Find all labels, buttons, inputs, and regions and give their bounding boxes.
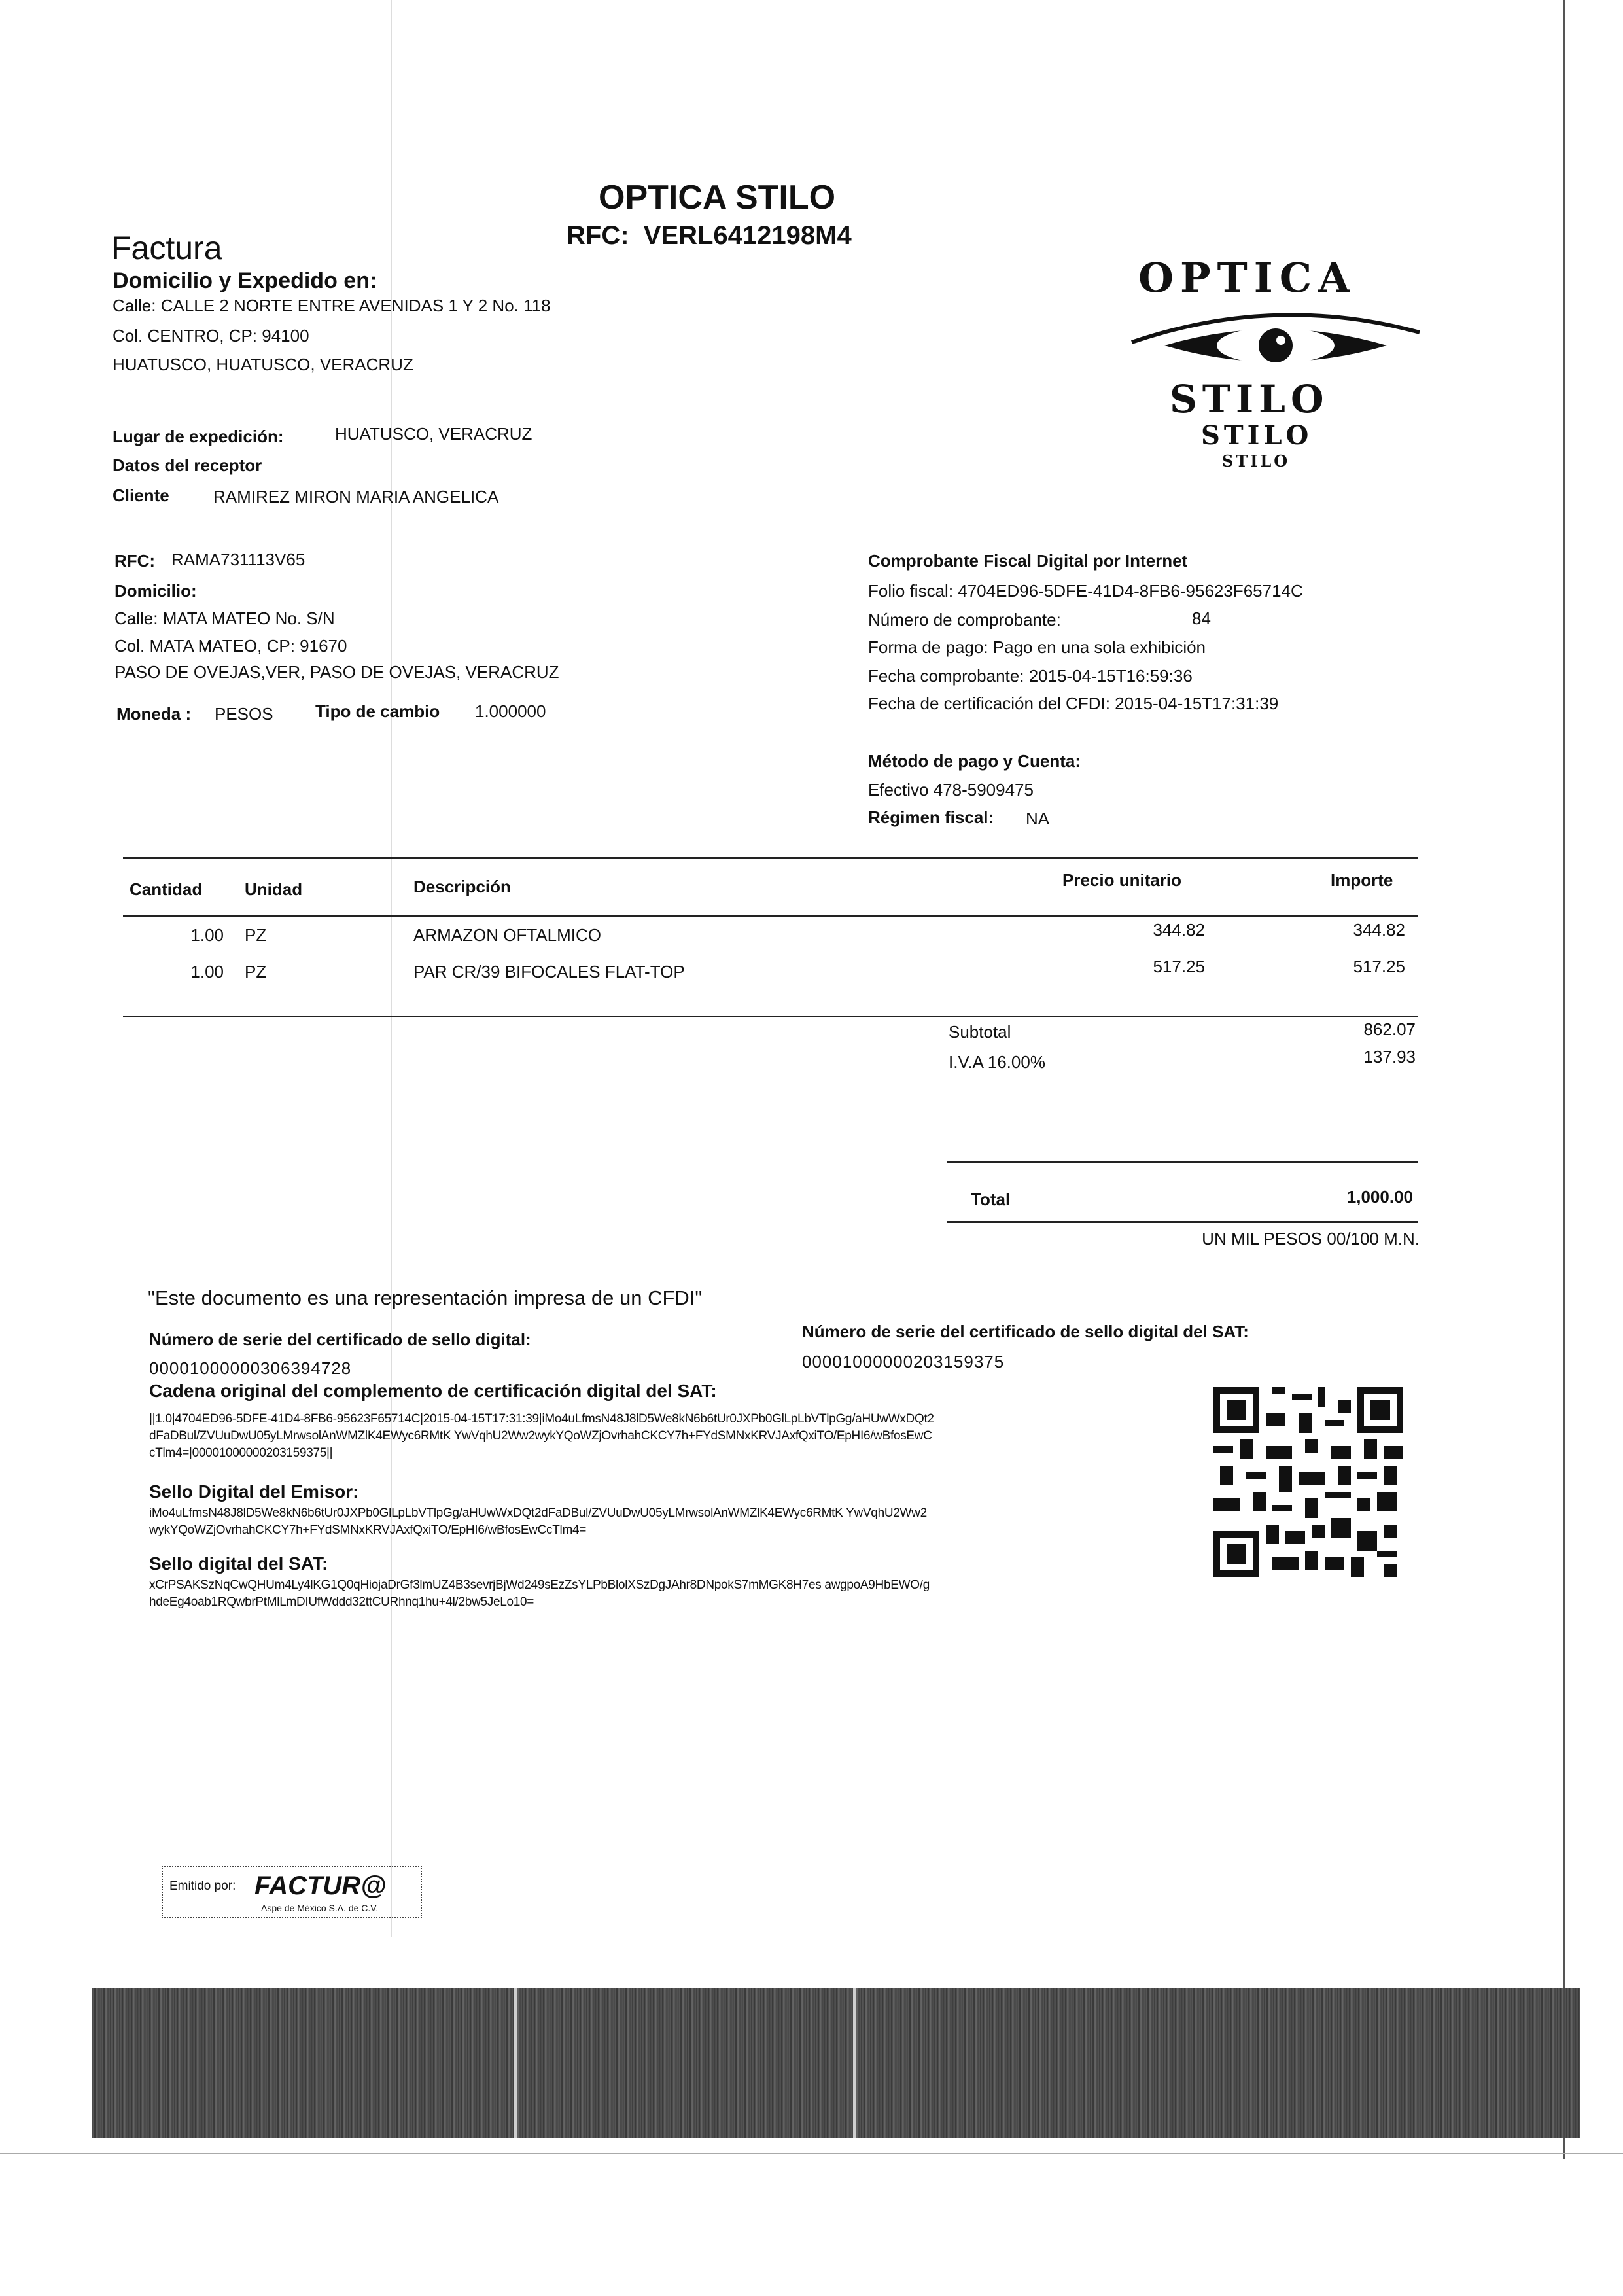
regimen-fiscal-label: Régimen fiscal:	[868, 807, 994, 827]
row-importe: 517.25	[1353, 957, 1405, 976]
header-precio-unitario: Precio unitario	[1062, 870, 1182, 890]
row-unidad: PZ	[245, 962, 267, 981]
datos-receptor-label: Datos del receptor	[113, 455, 262, 475]
paper-fold-line	[391, 0, 392, 1937]
serie-certificado-label: Número de serie del certificado de sello digital:	[149, 1330, 531, 1349]
iva-value: 137.93	[1363, 1047, 1416, 1067]
serie-sat-label: Número de serie del certificado de sello digital del SAT:	[802, 1322, 1249, 1341]
row-descripcion: PAR CR/39 BIFOCALES FLAT-TOP	[413, 962, 685, 981]
scanner-dark-band	[92, 1988, 1580, 2138]
total-value: 1,000.00	[1346, 1187, 1413, 1207]
subtotal-value: 862.07	[1363, 1019, 1416, 1039]
receptor-domicilio-label: Domicilio:	[114, 581, 197, 601]
numero-comprobante-label: Número de comprobante:	[868, 610, 1061, 629]
moneda-value: PESOS	[215, 704, 273, 724]
receptor-ciudad: PASO DE OVEJAS,VER, PASO DE OVEJAS, VERACRUZ	[114, 662, 559, 682]
document-type: Factura	[111, 230, 222, 266]
metodo-pago-label: Método de pago y Cuenta:	[868, 751, 1081, 771]
scan-edge-line	[1563, 0, 1565, 2159]
moneda-label: Moneda :	[116, 704, 192, 724]
header-importe: Importe	[1331, 870, 1393, 890]
subtotal-label: Subtotal	[949, 1022, 1011, 1042]
optica-stilo-logo	[1125, 249, 1426, 484]
cliente-label: Cliente	[113, 486, 169, 505]
table-bottom-rule	[123, 1016, 1418, 1017]
qr-code-icon	[1213, 1387, 1403, 1577]
emisor-calle: Calle: CALLE 2 NORTE ENTRE AVENIDAS 1 Y 2 No. 118	[113, 296, 551, 315]
company-rfc: RFC: VERL6412198M4	[567, 221, 852, 250]
table-header-rule	[123, 915, 1418, 917]
tipo-cambio-label: Tipo de cambio	[315, 701, 440, 721]
receptor-calle: Calle: MATA MATEO No. S/N	[114, 609, 335, 628]
row-unidad: PZ	[245, 925, 267, 945]
cadena-original-label: Cadena original del complemento de certificación digital del SAT:	[149, 1381, 717, 1401]
sello-emisor-label: Sello Digital del Emisor:	[149, 1481, 359, 1502]
page-bottom-edge	[0, 2153, 1623, 2154]
receptor-rfc-value: RAMA731113V65	[171, 550, 305, 569]
lugar-expedicion-value: HUATUSCO, VERACRUZ	[335, 424, 532, 444]
tipo-cambio-value: 1.000000	[475, 701, 546, 721]
total-label: Total	[971, 1190, 1011, 1209]
receptor-rfc-label: RFC:	[114, 551, 156, 571]
header-descripcion: Descripción	[413, 877, 511, 896]
sello-sat-label: Sello digital del SAT:	[149, 1553, 328, 1574]
header-cantidad: Cantidad	[130, 879, 203, 899]
emisor-ciudad: HUATUSCO, HUATUSCO, VERACRUZ	[113, 355, 413, 374]
sello-sat-value: xCrPSAKSzNqCwQHUm4Ly4lKG1Q0qHiojaDrGf3lmUZ4B3sevrjBjWd249sEzZsYLPbBlolXSzDgJAhr8DNpokS7mMGK8H7es awgpoA9HbEWO/ghdeEg4oab1RQwbrPtMlLmDIUfWddd32ttCURhnq1hu+4l/2bw5JeLo10=	[149, 1578, 930, 1609]
fecha-certificacion: Fecha de certificación del CFDI: 2015-04-15T17:31:39	[868, 694, 1279, 713]
eye-icon	[1125, 306, 1426, 378]
logo-line-stilo-2: STILO	[1201, 420, 1313, 451]
fecha-comprobante: Fecha comprobante: 2015-04-15T16:59:36	[868, 666, 1193, 686]
metodo-pago-value: Efectivo 478-5909475	[868, 780, 1034, 800]
sello-emisor-value: iMo4uLfmsN48J8lD5We8kN6b6tUr0JXPb0GlLpLbVTlpGg/aHUwWxDQt2dFaDBul/ZVUuDwU05yLMrwsolAnWMZlK4EWyc6RMtK YwVqhU2Ww2wykYQoWZjOvrhahCKCY7h+FYdSMNxKRVJAxfQxiTO/EpHI6/wBfosEwCcTlm4=	[149, 1506, 927, 1537]
emisor-domicilio-label: Domicilio y Expedido en:	[113, 268, 377, 293]
regimen-fiscal-value: NA	[1026, 809, 1050, 828]
total-bottom-rule	[947, 1221, 1418, 1223]
logo-line-stilo-1: STILO	[1170, 377, 1329, 421]
header-unidad: Unidad	[245, 879, 303, 899]
receptor-colonia: Col. MATA MATEO, CP: 91670	[114, 636, 347, 656]
table-top-rule	[123, 857, 1418, 859]
row-precio: 517.25	[1153, 957, 1205, 976]
emitido-por-label: Emitido por:	[169, 1879, 236, 1893]
total-top-rule	[947, 1161, 1418, 1163]
row-cantidad: 1.00	[190, 925, 224, 945]
logo-line-stilo-3: STILO	[1222, 451, 1291, 470]
facture-subtitle: Aspe de México S.A. de C.V.	[261, 1903, 379, 1913]
cadena-original-value: ||1.0|4704ED96-5DFE-41D4-8FB6-95623F65714C|2015-04-15T17:31:39|iMo4uLfmsN48J8lD5We8kN6b6tUr0JXPb0GlLpLbVTlpGg/aHUwWxDQt2dFaDBul/ZVUuDwU05yLMrwsolAnWMZlK4EWyc6RMtK YwVqhU2Ww2wykYQoWZjOvrhahCKCY7h+FYdSMNxKRVJAxfQxiTO/EpHI6/wBfosEwCcTlm4=|00001000000203159375||	[149, 1412, 934, 1460]
lugar-expedicion-label: Lugar de expedición:	[113, 427, 284, 446]
row-precio: 344.82	[1153, 920, 1205, 940]
numero-comprobante-value: 84	[1192, 609, 1211, 628]
serie-sat-value: 00001000000203159375	[802, 1352, 1005, 1371]
iva-label: I.V.A 16.00%	[949, 1052, 1045, 1072]
folio-fiscal: Folio fiscal: 4704ED96-5DFE-41D4-8FB6-95623F65714C	[868, 581, 1303, 601]
total-en-letra: UN MIL PESOS 00/100 M.N.	[1202, 1229, 1420, 1248]
cliente-value: RAMIREZ MIRON MARIA ANGELICA	[213, 487, 499, 506]
company-name: OPTICA STILO	[599, 179, 836, 217]
row-cantidad: 1.00	[190, 962, 224, 981]
row-importe: 344.82	[1353, 920, 1405, 940]
forma-pago: Forma de pago: Pago en una sola exhibición	[868, 637, 1206, 657]
cfdi-title: Comprobante Fiscal Digital por Internet	[868, 551, 1188, 571]
cfdi-leyenda: "Este documento es una representación impresa de un CFDI"	[148, 1286, 703, 1309]
emitido-por-stamp	[162, 1866, 422, 1918]
emisor-colonia: Col. CENTRO, CP: 94100	[113, 326, 309, 345]
facture-brand: FACTUR@	[254, 1871, 387, 1900]
row-descripcion: ARMAZON OFTALMICO	[413, 925, 601, 945]
serie-certificado-value: 00001000000306394728	[149, 1358, 352, 1378]
logo-line-optica: OPTICA	[1138, 254, 1357, 302]
